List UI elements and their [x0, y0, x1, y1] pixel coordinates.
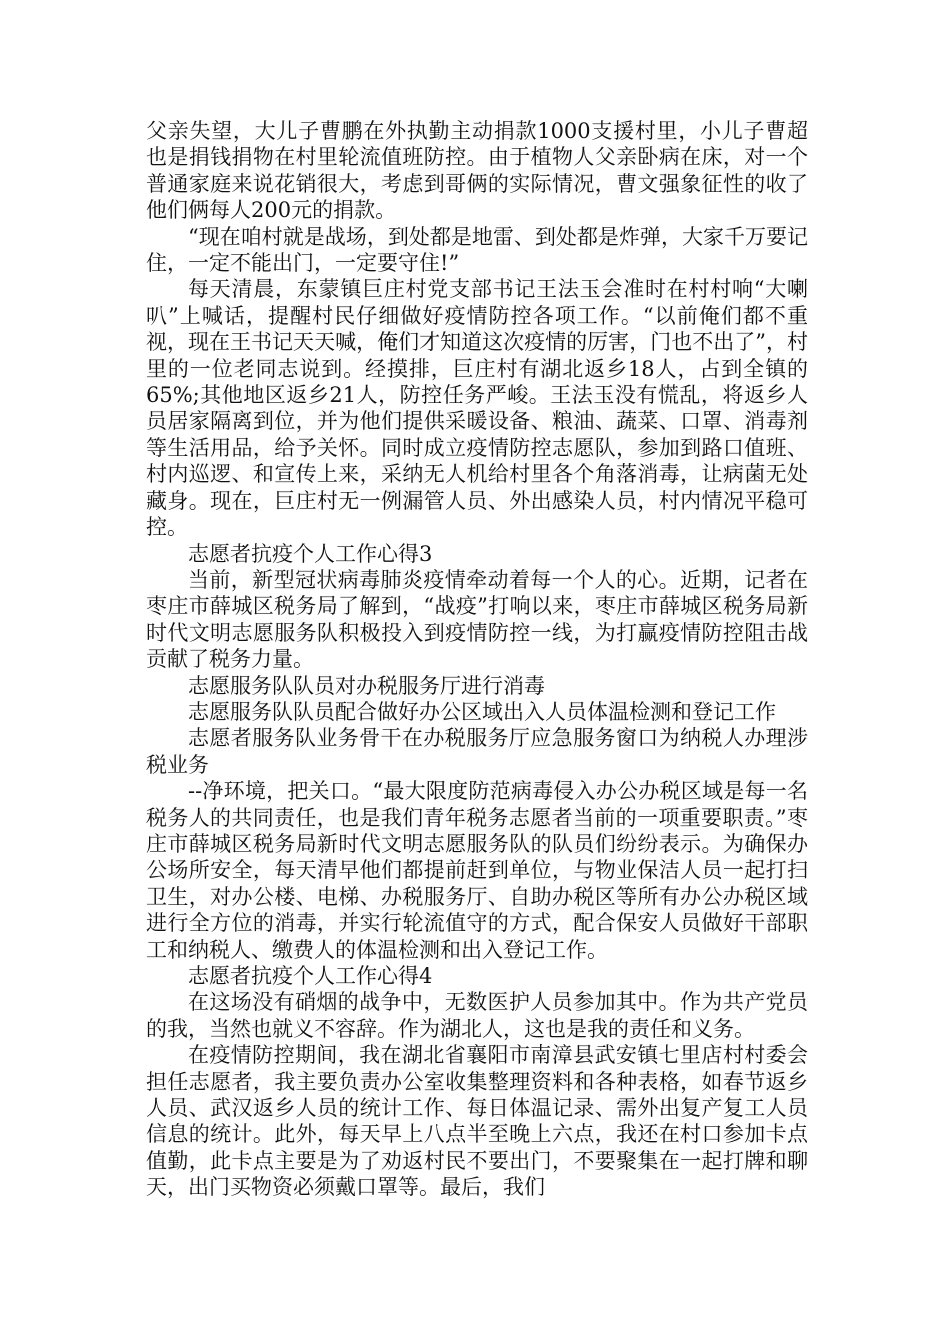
paragraph: 在疫情防控期间，我在湖北省襄阳市南漳县武安镇七里店村村委会担任志愿者，我主要负责办公室收集整理资料和各种表格，如春节返乡人员、武汉返乡人员的统计工作、每日体温记录、需外出复产复工人员信息的统计。此外，每天早上八点半至晚上六点，我还在村口参加卡点值勤，此卡点主要是为了劝返村民不要出门，不要聚集在一起打牌和聊天，出门买物资必须戴口罩等。最后，我们 — [146, 1043, 808, 1200]
photo-caption: 志愿服务队队员对办税服务厅进行消毒 — [188, 673, 545, 698]
paragraph: --净环境，把关口。“最大限度防范病毒侵入办公办税区域是每一名税务人的共同责任，也是我们青年税务志愿者当前的一项重要职责。”枣庄市薛城区税务局新时代文明志愿服务队的队员们纷纷表示。为确保办公场所安全，每天清早他们都提前赶到单位，与物业保洁人员一起打扫卫生，对办公楼、电梯、办税服务厅、自助办税区等所有办公办税区域进行全方位的消毒，并实行轮流值守的方式，配合保安人员做好干部职工和纳税人、缴费人的体温检测和出入登记工作。 — [146, 779, 808, 962]
paragraph: “现在咱村就是战场，到处都是地雷、到处都是炸弹，大家千万要记住，一定不能出门，一定要守住!” — [146, 224, 808, 276]
paragraph: 父亲失望，大儿子曹鹏在外执勤主动捐款1000支援村里，小儿子曹超也是捐钱捐物在村里轮流值班防控。由于植物人父亲卧病在床，对一个普通家庭来说花销很大，考虑到哥俩的实际情况，曹文强象征性的收了他们俩每人200元的捐款。 — [146, 119, 808, 223]
paragraph: 在这场没有硝烟的战争中，无数医护人员参加其中。作为共产党员的我，当然也就义不容辞。作为湖北人，这也是我的责任和义务。 — [146, 990, 808, 1041]
section-heading: 志愿者抗疫个人工作心得4 — [188, 964, 433, 988]
paragraph: 当前，新型冠状病毒肺炎疫情牵动着每一个人的心。近期，记者在枣庄市薛城区税务局了解到，“战疫”打响以来，枣庄市薛城区税务局新时代文明志愿服务队积极投入到疫情防控一线，为打赢疫情防控阻击战贡献了税务力量。 — [146, 567, 808, 672]
section-heading: 志愿者抗疫个人工作心得3 — [188, 541, 433, 566]
document-body — [146, 118, 808, 1201]
paragraph: 每天清晨，东蒙镇巨庄村党支部书记王法玉会准时在村村响“大喇叭”上喊话，提醒村民仔细做好疫情防控各项工作。“以前俺们都不重视，现在王书记天天喊，俺们才知道这次疫情的厉害，门也不出了”，村里的一位老同志说到。经摸排，巨庄村有湖北返乡18人，占到全镇的65%;其他地区返乡21人，防控任务严峻。王法玉没有慌乱，将返乡人员居家隔离到位，并为他们提供采暖设备、粮油、蔬菜、口罩、消毒剂等生活用品，给予关怀。同时成立疫情防控志愿队，参加到路口值班、村内巡逻、和宣传上来，采纳无人机给村里各个角落消毒，让病菌无处藏身。现在，巨庄村无一例漏管人员、外出感染人员，村内情况平稳可控。 — [146, 277, 808, 540]
photo-caption: 志愿服务队队员配合做好办公区域出入人员体温检测和登记工作 — [188, 699, 776, 724]
photo-caption: 志愿者服务队业务骨干在办税服务厅应急服务窗口为纳税人办理涉税业务 — [146, 726, 808, 777]
